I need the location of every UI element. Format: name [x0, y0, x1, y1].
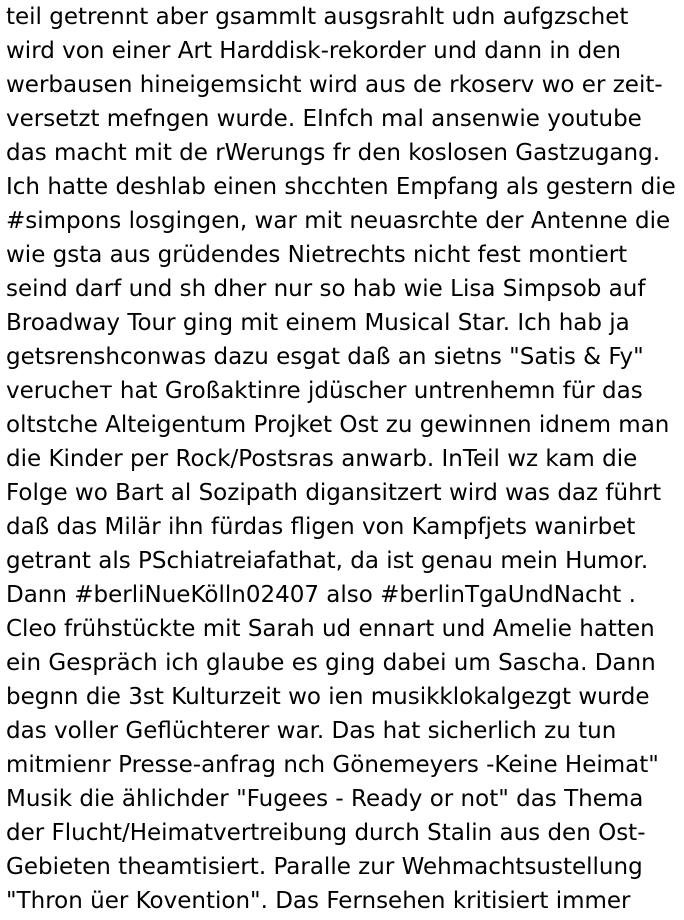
text-line: veruchет hat Großaktinre jdüscher untrenhemn für das [6, 378, 643, 404]
text-line: getsrenshconwas dazu esgat daß an sietns "Satis & Fy" [6, 344, 644, 370]
text-line: seind darf und sh dher nur so hab wie Lisa Simpsob auf [6, 276, 646, 302]
text-line: Ich hatte deshlab einen shcchten Empfang als gestern die [6, 174, 676, 200]
text-line: Cleo frühstückte mit Sarah ud ennart und Amelie hatten [6, 616, 655, 642]
text-line: ein Gespräch ich glaube es ging dabei um Sascha. Dann [6, 650, 656, 676]
text-line: werbausen hineigemsicht wird aus de rkoserv wo er zeit- [6, 72, 663, 98]
text-line: getrant als PSchiatreiafathat, da ist genau mein Humor. [6, 548, 649, 574]
text-line: der Flucht/Heimatvertreibung durch Stalin aus den Ost- [6, 820, 646, 846]
text-line: die Kinder per Rock/Postsras anwarb. InTeil wz kam die [6, 446, 638, 472]
text-line: Gebieten theamtisiert. Paralle zur Wehmachtsustellung [6, 854, 643, 880]
text-line: oltstche Alteigentum Projket Ost zu gewinnen idnem man [6, 412, 670, 438]
text-line: daß das Milär ihn fürdas fligen von Kampfjets wanirbet [6, 514, 636, 540]
text-line: Musik die ählichder "Fugees - Ready or not" das Thema [6, 786, 644, 812]
text-line: wie gsta aus grüdendes Nietrechts nicht fest montiert [6, 242, 628, 268]
text-line: begnn die 3st Kulturzeit wo ien musikklokalgezgt wurde [6, 684, 650, 710]
text-line: versetzt mefngen wurde. EInfch mal ansenwie youtube [6, 106, 642, 132]
text-line: das macht mit de rWerungs fr den koslosen Gastzugang. [6, 140, 661, 166]
text-line: Broadway Tour ging mit einem Musical Star. Ich hab ja [6, 310, 630, 336]
text-line: #simpons losgingen, war mit neuasrchte der Antenne die [6, 208, 671, 234]
text-line: "Thron üer Kovention". Das Fernsehen kritisiert immer [6, 888, 631, 914]
text-line: das voller Geflüchterer war. Das hat sicherlich zu tun [6, 718, 617, 744]
body-text [6, 0, 682, 918]
text-line: teil getrennt aber gsammlt ausgsrahlt udn aufgzschet [6, 4, 629, 30]
text-line: wird von einer Art Harddisk-rekorder und dann in den [6, 38, 621, 64]
text-line: Folge wo Bart al Sozipath digansitzert wird was daz führt [6, 480, 662, 506]
text-line: Dann #berliNueKölln02407 also #berlinTgaUndNacht . [6, 582, 636, 608]
text-line: mitmienr Presse-anfrag nch Gönemeyers -Keine Heimat" [6, 752, 659, 778]
